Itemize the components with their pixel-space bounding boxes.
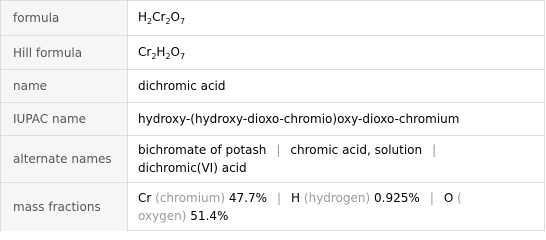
separator: | bbox=[276, 143, 281, 157]
hill-cr: Cr bbox=[138, 44, 152, 59]
alternate-name: bichromate of potash bbox=[138, 143, 267, 157]
mass-fraction-element: (hydrogen) bbox=[303, 191, 371, 205]
hill-h: H bbox=[156, 44, 166, 59]
label-cell bbox=[1, 183, 128, 231]
hill-cr-count: 2 bbox=[151, 51, 157, 61]
formula-h: H bbox=[138, 10, 148, 24]
mass-fraction-symbol: H bbox=[291, 191, 301, 205]
alternate-name: chromic acid, solution bbox=[290, 143, 423, 157]
row-alternate-names bbox=[1, 135, 544, 182]
formula-h-count: 2 bbox=[147, 17, 153, 26]
value-cell bbox=[128, 1, 544, 35]
mass-fraction-value: 0.925% bbox=[374, 191, 420, 205]
label-cell bbox=[1, 1, 128, 35]
hill-formula-value bbox=[138, 43, 536, 63]
separator: | bbox=[277, 191, 282, 205]
mass-fraction-element-start: ( bbox=[457, 191, 462, 205]
value-cell bbox=[128, 36, 544, 69]
hill-o: O bbox=[170, 44, 180, 59]
mass-fraction-value: 51.4% bbox=[190, 209, 229, 223]
mass-fraction-element: (chromium) bbox=[155, 191, 226, 205]
value-cell bbox=[128, 136, 544, 182]
formula-value bbox=[138, 8, 536, 28]
formula-cr-count: 2 bbox=[165, 17, 171, 26]
row-mass-fractions bbox=[1, 182, 544, 231]
mass-fraction-symbol: Cr bbox=[138, 191, 152, 205]
row-label-name: name bbox=[13, 79, 48, 93]
formula-cr: Cr bbox=[152, 10, 166, 24]
row-label-formula: formula bbox=[13, 11, 60, 25]
mass-fraction-element-end: oxygen) bbox=[138, 209, 187, 223]
row-formula bbox=[1, 1, 544, 35]
mass-fraction-symbol: O bbox=[443, 191, 454, 205]
row-hill-formula bbox=[1, 35, 544, 69]
iupac-name-value: hydroxy-(hydroxy-dioxo-chromio)oxy-dioxo-chromium bbox=[138, 112, 460, 126]
formula-o-count: 7 bbox=[179, 17, 186, 26]
row-name bbox=[1, 69, 544, 102]
label-cell bbox=[1, 136, 128, 182]
separator: | bbox=[429, 191, 434, 205]
label-cell bbox=[1, 103, 128, 135]
row-iupac-name bbox=[1, 102, 544, 135]
label-cell bbox=[1, 36, 128, 69]
alternate-name: dichromic(VI) acid bbox=[138, 161, 247, 175]
formula-o: O bbox=[170, 10, 180, 24]
hill-o-count: 7 bbox=[179, 51, 186, 61]
hill-h-count: 2 bbox=[165, 51, 171, 61]
value-cell bbox=[128, 70, 544, 102]
mass-fractions-value bbox=[138, 189, 536, 225]
row-label-alternate-names: alternate names bbox=[13, 152, 112, 166]
row-label-hill-formula: Hill formula bbox=[13, 45, 83, 60]
row-label-mass-fractions: mass fractions bbox=[13, 200, 101, 214]
name-value: dichromic acid bbox=[138, 79, 226, 93]
mass-fraction-value: 47.7% bbox=[228, 191, 267, 205]
row-label-iupac-name: IUPAC name bbox=[13, 112, 87, 126]
alternate-names-value bbox=[138, 141, 536, 177]
value-cell bbox=[128, 183, 544, 231]
separator: | bbox=[432, 143, 437, 157]
value-cell bbox=[128, 103, 544, 135]
label-cell bbox=[1, 70, 128, 102]
